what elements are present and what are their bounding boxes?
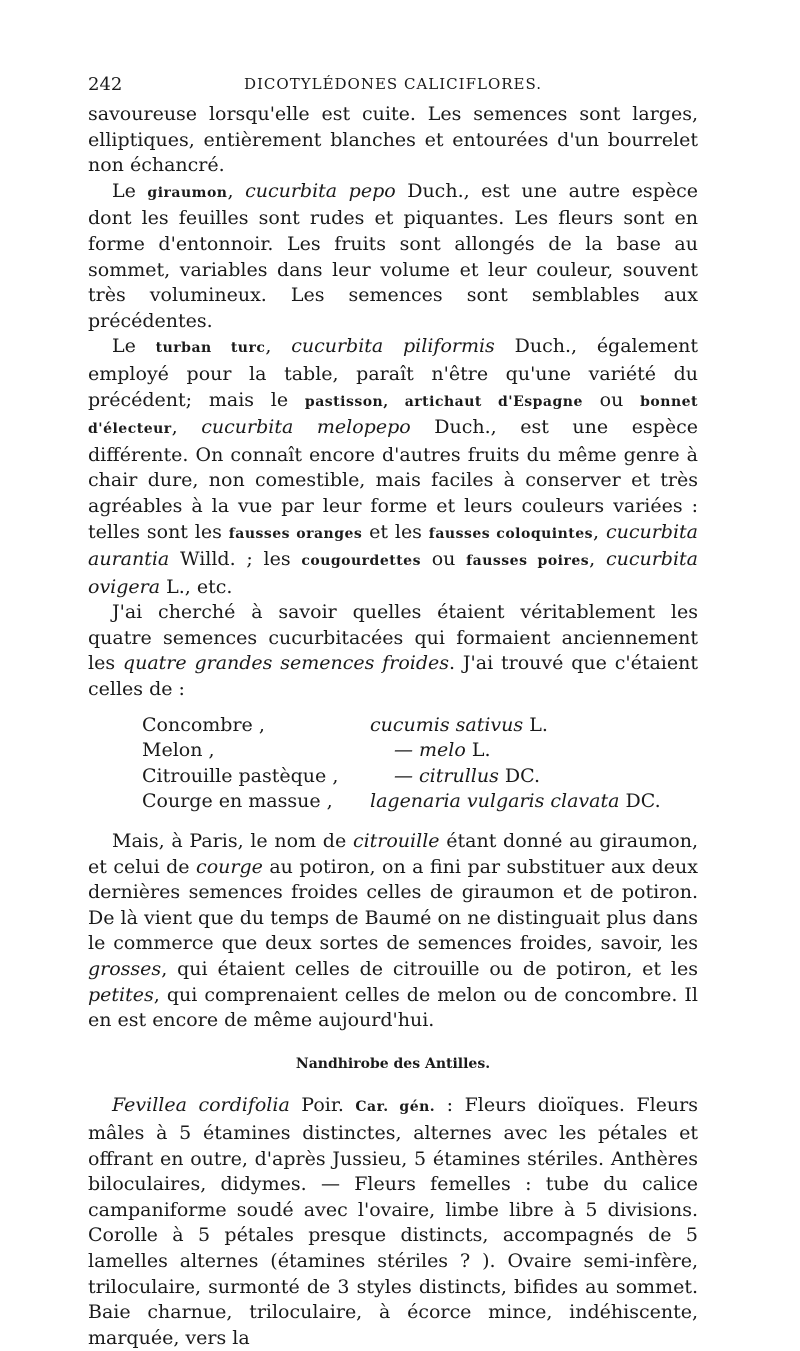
seeds-table (142, 713, 661, 815)
page-number: 242 (88, 74, 123, 95)
french-name: Courge en massue , (142, 790, 333, 813)
paragraph-giraumon: Le giraumon, cucurbita pepo Duch., est une autre espèce dont les feuilles sont rudes et piquantes. Les fleurs sont en forme d'entonnoir. Les fruits sont allongés de la base au sommet, variables dans leur volume et leur couleur, souvent très volumineux. Les semences sont semblables aux précédentes. (88, 179, 698, 332)
french-name: Melon , (142, 739, 215, 762)
french-name: Concombre , (142, 713, 265, 736)
term-giraumon: giraumon (147, 184, 228, 201)
paragraph-turban-turc: Le turban turc, cucurbita piliformis Duch., également employé pour la table, paraît n'être qu'une variété du précédent; mais le pastisson, artichaut d'Espagne ou bonnet d'électeur, cucurbita melopepo Duch., est une espèce différente. On connaît encore d'autres fruits du même genre à chair dure, non comestible, mais faciles à conserver et très agréables à la vue par leur forme et leurs couleurs variées : telles sont les fausses oranges et les fausses coloquintes, cucurbita aurantia Willd. ; les cougourdettes ou fausses poires, cucurbita ovigera L., etc. (88, 335, 699, 598)
paragraph-fevillea: Fevillea cordifolia Poir. Car. gén. : Fleurs dioïques. Fleurs mâles à 5 étamines distinctes, alternes avec les pétales et offrant en outre, d'après Jussieu, 5 étamines stériles. Anthères biloculaires, didymes. — Fleurs femelles : tube du calice campaniforme soudé avec l'ovaire, limbe libre à 5 divisions. Corolle à 5 pétales presque distincts, accompagnés de 5 lamelles alternes (étamines stériles ? ). Ovaire semi-infère, triloculaire, surmonté de 3 styles distincts, bifides au sommet. Baie charnue, triloculaire, à écorce mince, indéhiscente, marquée, vers la (88, 1094, 698, 1349)
paragraph-paris: Mais, à Paris, le nom de citrouille étant donné au giraumon, et celui de courge au potiron, on a fini par substituer aux deux dernières semences froides celles de giraumon et de potiron. De là vient que du temps de Baumé on ne distinguait plus dans le commerce que deux sortes de semences froides, savoir, les grosses, qui étaient celles de citrouille ou de potiron, et les petites, qui comprenaient celles de melon ou de concombre. Il en est encore de même aujourd'hui. (88, 830, 698, 1032)
latin-name: — citrullus DC. (394, 764, 541, 787)
table-row (142, 789, 661, 815)
species-fevillea-cordifolia: Fevillea cordifolia (112, 1094, 290, 1117)
latin-name: lagenaria vulgaris clavata DC. (370, 790, 661, 813)
french-name: Citrouille pastèque , (142, 764, 339, 787)
running-title: DICOTYLÉDONES CALICIFLORES. (243, 75, 542, 93)
latin-name: — melo L. (394, 739, 491, 762)
running-header (88, 72, 698, 98)
table-row (142, 738, 661, 764)
paragraph-semences-froides: J'ai cherché à savoir quelles étaient véritablement les quatre semences cucurbitacées qui formaient anciennement les quatre grandes semences froides. J'ai trouvé que c'étaient celles de : (88, 601, 698, 701)
paragraph-continuation: savoureuse lorsqu'elle est cuite. Les semences sont larges, elliptiques, entièrement blanches et entourées d'un bourrelet non échancré. (88, 103, 698, 177)
latin-name: cucumis sativus L. (370, 713, 548, 736)
table-row (142, 764, 661, 790)
section-heading: Nandhirobe des Antilles. (295, 1055, 491, 1072)
book-page (88, 72, 698, 1351)
species-cucurbita-pepo: cucurbita pepo (245, 179, 396, 202)
table-row (142, 713, 661, 739)
